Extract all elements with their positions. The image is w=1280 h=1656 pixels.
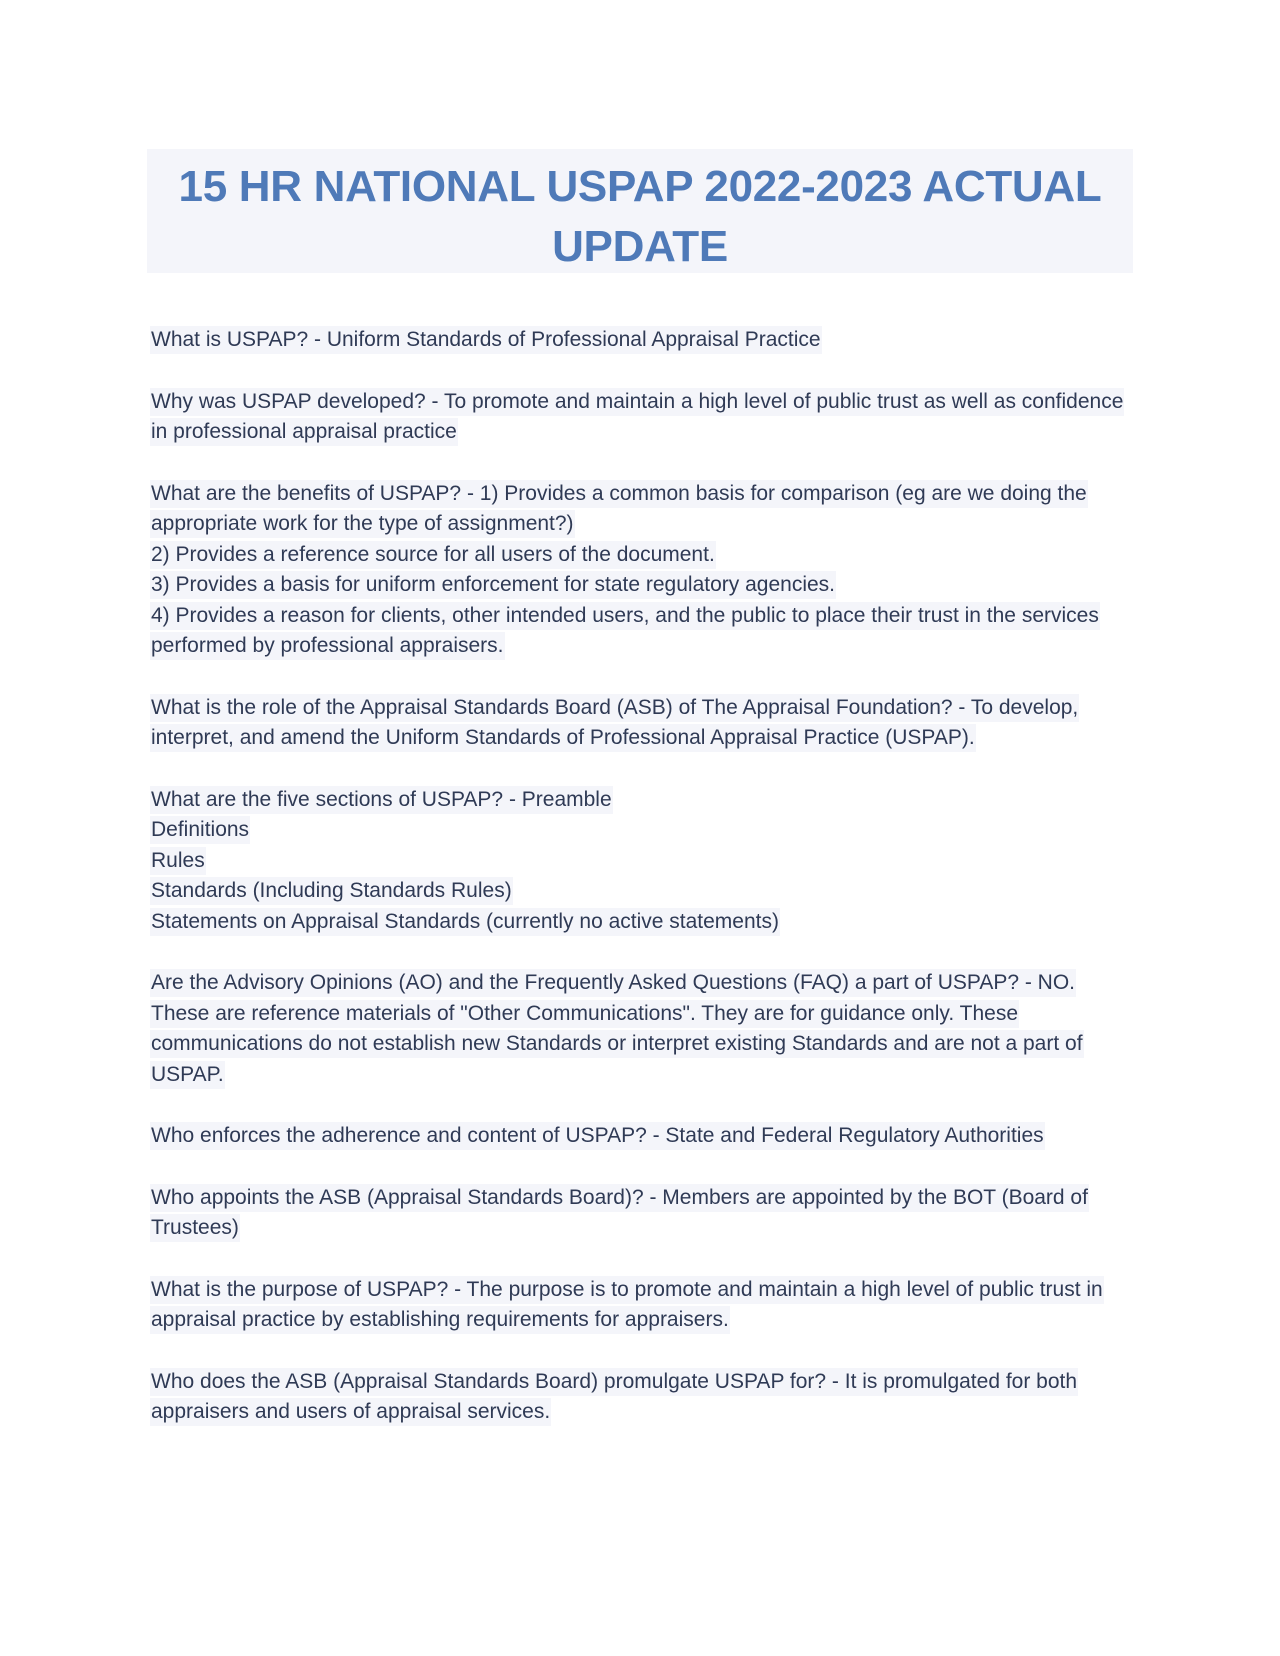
qa-item <box>150 693 1135 754</box>
qa-item <box>150 1121 1135 1152</box>
qa-item <box>150 387 1135 448</box>
qa-line: Why was USPAP developed? - To promote and maintain a high level of public trust as well as confidence in professional appraisal practice <box>150 388 1124 447</box>
qa-line: Definitions <box>150 816 250 844</box>
qa-item <box>150 325 1135 356</box>
qa-line: What are the five sections of USPAP? - Preamble <box>150 786 613 814</box>
qa-item <box>150 1183 1135 1244</box>
qa-item <box>150 479 1135 662</box>
qa-line: What is the purpose of USPAP? - The purpose is to promote and maintain a high level of public trust in appraisal practice by establishing requirements for appraisers. <box>150 1276 1104 1335</box>
qa-item <box>150 1367 1135 1428</box>
qa-list <box>150 325 1135 1459</box>
qa-line: Who enforces the adherence and content of USPAP? - State and Federal Regulatory Authorities <box>150 1122 1045 1150</box>
title-banner <box>147 149 1133 273</box>
qa-line: Rules <box>150 847 206 875</box>
qa-item <box>150 785 1135 938</box>
qa-line: Standards (Including Standards Rules) <box>150 877 513 905</box>
qa-line: Are the Advisory Opinions (AO) and the Frequently Asked Questions (FAQ) a part of USPAP? - NO. These are reference materials of "Other Communications". They are for guidance only. These communications do not establish new Standards or interpret existing Standards and are not a part of USPAP. <box>150 969 1084 1089</box>
qa-line: What are the benefits of USPAP? - 1) Provides a common basis for comparison (eg are we doing the appropriate work for the type of assignment?) <box>150 480 1088 539</box>
qa-item <box>150 968 1135 1090</box>
qa-line: What is the role of the Appraisal Standards Board (ASB) of The Appraisal Foundation? - To develop, interpret, and amend the Uniform Standards of Professional Appraisal Practice (USPAP). <box>150 694 1079 753</box>
qa-line: What is USPAP? - Uniform Standards of Professional Appraisal Practice <box>150 326 822 354</box>
qa-item <box>150 1275 1135 1336</box>
document-title: 15 HR NATIONAL USPAP 2022-2023 ACTUAL UPDATE <box>178 162 1102 271</box>
qa-line: 4) Provides a reason for clients, other intended users, and the public to place their trust in the services performed by professional appraisers. <box>150 602 1100 661</box>
qa-line: 3) Provides a basis for uniform enforcement for state regulatory agencies. <box>150 571 836 599</box>
qa-line: 2) Provides a reference source for all users of the document. <box>150 541 716 569</box>
qa-line: Who does the ASB (Appraisal Standards Board) promulgate USPAP for? - It is promulgated for both appraisers and users of appraisal services. <box>150 1368 1078 1427</box>
qa-line: Who appoints the ASB (Appraisal Standards Board)? - Members are appointed by the BOT (Board of Trustees) <box>150 1184 1089 1243</box>
qa-line: Statements on Appraisal Standards (currently no active statements) <box>150 908 780 936</box>
